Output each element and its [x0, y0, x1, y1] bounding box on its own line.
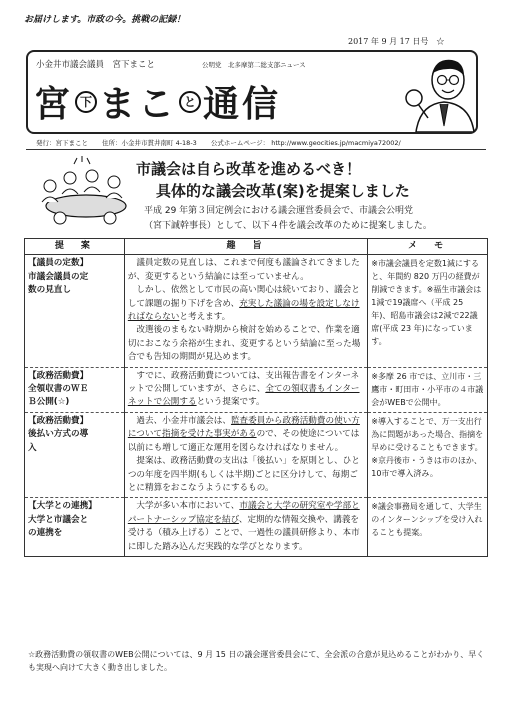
underlined-text: 充実した議論の場を設定しなければならない	[127, 298, 360, 323]
purpose-paragraph	[128, 284, 364, 324]
issue-date: 2017 年 9 月 17 日号 ☆	[348, 37, 445, 46]
proposal-line: 全領収書のＷＥ	[28, 384, 89, 395]
underlined-text: 全ての領収書もインターネットで公開する	[127, 384, 360, 408]
memo-cell: ※導入することで、万一支出行為に問題があった場合、指摘を早めに受けることもできます。※京丹後市・うきは市のほか、10市で導入済み。	[368, 412, 488, 497]
purpose-text: と考えます。	[179, 312, 231, 323]
purpose-text: 大学が多い本市において、	[136, 501, 240, 512]
proposal-table	[24, 238, 488, 557]
masthead-circle1: 下	[75, 91, 97, 113]
proposal-cell	[25, 412, 125, 497]
memo-cell: ※市議会議員を定数1減にすると、年間約 820 万円の経費が削減できます。※福生市議会は1減で19議席へ（平成 25 年)、昭島市議会は2減で22議席(平成 23 年)になっています。	[368, 255, 488, 367]
publisher: 発行：宮下まこと	[36, 139, 88, 147]
footnote: ☆政務活動費の領収書のWEB公開については、9 月 15 日の議会運営委員会にて、全会派の合意が見込めることがわかり、早くも実現へ向けて大きく動き出しました。	[28, 650, 485, 672]
proposal-line: 【議員の定数】	[28, 258, 89, 269]
homepage-link[interactable]: 公式ホームページ： http://www.geocities.jp/macmiya72002/	[210, 139, 401, 147]
table-row	[25, 367, 488, 412]
tagline: お届けします。市政の今。挑戦の記録！	[24, 15, 186, 25]
publication-info	[36, 138, 486, 147]
purpose-text: 過去、小金井市議会は、	[136, 415, 231, 426]
purpose-text: しかし、依然として市民の高い関心は続いており、議会として課題の掘り下げを含め、	[127, 285, 360, 309]
masthead-part3: 通信	[203, 84, 282, 125]
purpose-cell	[124, 412, 367, 497]
purpose-paragraph	[128, 324, 364, 364]
purpose-paragraph	[128, 455, 364, 495]
purpose-text: ので、その使途については以前にも増して適正な運用を図らなければなりません。	[127, 429, 360, 453]
masthead-part2: まこ	[99, 84, 178, 125]
table-row	[25, 498, 488, 557]
table-row	[25, 412, 488, 497]
proposal-line: 入	[28, 442, 37, 453]
purpose-cell	[124, 255, 367, 367]
address: 住所：小金井市貫井南町 4-18-3	[102, 139, 197, 147]
intro-line2: （宮下誠幹事長）として、以下４件を議会改革のために提案しました。	[144, 221, 432, 231]
memo-cell: ※議会事務局を通して、大学生のインターンシップを受け入れることも提案。	[368, 498, 488, 557]
intro-line1: 平成 29 年第３回定例会における議会運営委員会で、市議会公明党	[144, 206, 413, 216]
table-row	[25, 255, 488, 367]
memo-cell: ※多摩 26 市では、立川市・三鷹市・町田市・小平市の４市議会がWEBで公開中。	[368, 367, 488, 412]
party-line: 公明党 北多摩第二総支部ニュース	[202, 61, 306, 69]
proposal-cell	[25, 367, 125, 412]
purpose-text: すでに、政務活動費については、支出報告書をインターネットで公開していますが、さらに、	[127, 370, 360, 395]
proposal-line: 後払い方式の導	[28, 429, 89, 440]
underlined-text: 市議会と大学の研究室や学部とパートナーシップ協定を結び	[127, 501, 360, 525]
proposal-line: 【政務活動費】	[28, 370, 89, 381]
meeting-illustration	[30, 156, 140, 228]
proposal-line: 市議会議員の定	[28, 271, 89, 282]
proposal-line: の連携を	[28, 528, 63, 539]
proposal-line: 数の見直し	[28, 285, 71, 296]
masthead-circle2: と	[179, 91, 201, 113]
purpose-paragraph	[128, 257, 364, 284]
proposal-line: 【大学との連携】	[28, 501, 97, 512]
col-header-memo: メ モ	[368, 239, 488, 255]
portrait-illustration	[398, 52, 490, 132]
purpose-paragraph	[128, 500, 364, 554]
col-header-proposal: 提 案	[25, 239, 125, 255]
org-name: 小金井市議会議員 宮下まこと	[36, 60, 156, 70]
headline-line2: 具体的な議会改革(案)を提案しました	[156, 182, 410, 200]
purpose-cell	[124, 498, 367, 557]
purpose-paragraph	[128, 415, 364, 455]
proposal-line: Ｂ公開(☆)	[28, 397, 70, 408]
headline-line1: 市議会は自ら改革を進めるべき！	[136, 160, 362, 178]
masthead-part1: 宮	[34, 84, 74, 125]
purpose-text: 改選後のまもない時期から検討を始めることで、作業を適切におこなう余裕が生まれ、変更するという結論に至った場合でも告知の期間が見込めます。	[127, 325, 361, 363]
purpose-text: 、定期的な情報交換や、講義を受ける（積み上げる）ことで、一過性の議員研修より、本市に即した踏み込んだ実践的な学びとなります。	[127, 514, 360, 552]
col-header-purpose: 趣 旨	[124, 239, 367, 255]
masthead-title	[34, 76, 281, 127]
proposal-cell	[25, 498, 125, 557]
purpose-cell	[124, 367, 367, 412]
header-divider	[26, 149, 486, 150]
purpose-paragraph	[128, 370, 364, 410]
underlined-text: 監査委員から政務活動費の使い方について指摘を受けた事実がある	[127, 415, 360, 440]
proposal-line: 大学と市議会と	[28, 514, 89, 525]
purpose-text: という提案です。	[196, 397, 265, 408]
purpose-text: 提案は、政務活動費の支出は「後払い」を原則とし、ひとつの年度を四半期(もしくは半期)ごとに区分けして、毎期ごとに精算をおこなうようにするもの。	[127, 456, 360, 493]
proposal-line: 【政務活動費】	[28, 415, 89, 426]
purpose-text: 議員定数の見直しは、これまで何度も議論されてきましたが、変更するという結論には至っていません。	[127, 258, 360, 282]
proposal-cell	[25, 255, 125, 367]
